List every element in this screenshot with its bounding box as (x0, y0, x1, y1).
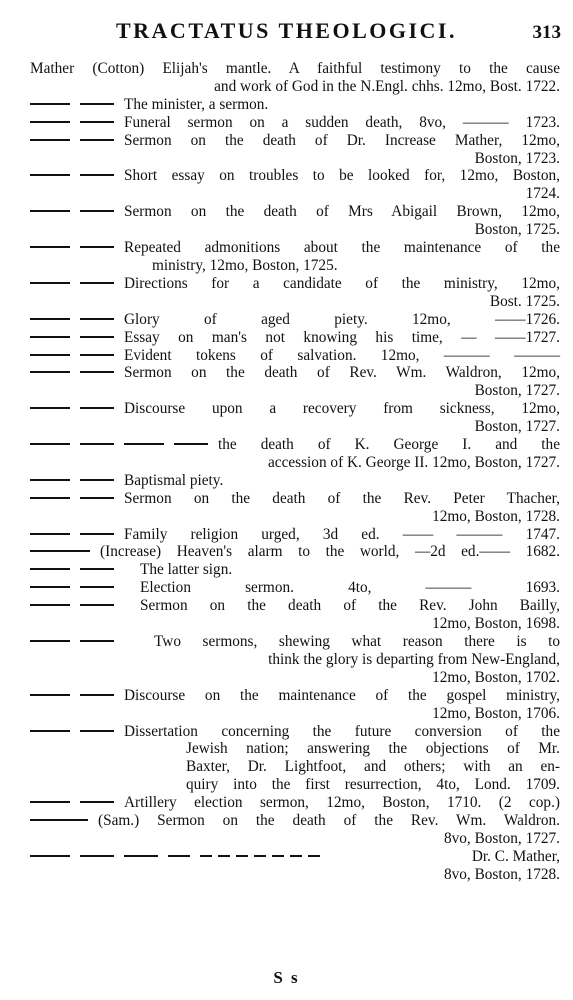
catalogue-entry (30, 203, 560, 239)
entry-line: 12mo, Boston, 1728. (432, 507, 560, 525)
catalogue-entry (30, 794, 560, 812)
entry-line: think the glory is departing from New-England, (268, 650, 560, 668)
ditto-dashes (30, 572, 124, 574)
entry-line: Funeral sermon on a sudden death, 8vo, ——— 1723. (124, 113, 560, 131)
ditto-dashes (30, 411, 124, 413)
ditto-dashes (30, 286, 124, 288)
entry-line: Boston, 1727. (474, 418, 560, 436)
entry-line: Sermon on the death of Mrs Abigail Brown, 12mo, (124, 203, 560, 221)
entry-line: Sermon on the death of Dr. Increase Mather, 12mo, (124, 131, 560, 149)
catalogue-entry (30, 114, 560, 132)
entry-line: Sermon on the death of Rev. Wm. Waldron, 12mo, (124, 364, 560, 382)
catalogue-entry (30, 329, 560, 347)
entry-line: 12mo, Boston, 1698. (432, 615, 560, 633)
page-title: TRACTATUS THEOLOGICI. (115, 18, 457, 43)
catalogue-entry (30, 848, 560, 884)
ditto-dashes (30, 125, 124, 127)
ditto-dashes (30, 537, 124, 539)
entry-line: 12mo, Boston, 1706. (432, 704, 560, 722)
catalogue-entry (30, 347, 560, 365)
catalogue-entry (30, 311, 560, 329)
entry-line: ministry, 12mo, Boston, 1725. (152, 256, 338, 274)
entry-line: Artillery election sermon, 12mo, Boston, 1710. (2 cop.) (124, 794, 560, 812)
catalogue-entry (30, 239, 560, 275)
running-header (0, 18, 573, 50)
entry-line: Short essay on troubles to be looked for, 12mo, Boston, (124, 167, 560, 185)
catalogue-entry (30, 436, 560, 472)
entry-line: Glory of aged piety. 12mo, ——1726. (124, 310, 560, 328)
catalogue-entry (30, 579, 560, 597)
catalogue-entry (30, 490, 560, 526)
entry-line: Dissertation concerning the future conversion of the (124, 722, 560, 740)
entry-line: Jewish nation; answering the objections of Mr. (186, 740, 560, 758)
entry-line: (Sam.) Sermon on the death of the Rev. Wm. Waldron. (98, 812, 560, 830)
ditto-dashes (30, 483, 124, 485)
catalogue-entry (30, 687, 560, 723)
entry-line: 1724. (525, 185, 560, 203)
entry-line: Repeated admonitions about the maintenance of the (124, 239, 560, 257)
catalogue-entry (30, 723, 560, 795)
entry-line: Sermon on the death of the Rev. Peter Thacher, (124, 489, 560, 507)
entry-line: (Increase) Heaven's alarm to the world, —2d ed.—— 1682. (100, 543, 560, 561)
ditto-dashes (30, 644, 124, 646)
entry-line: Election sermon. 4to, ——— 1693. (140, 579, 560, 597)
entry-line: Boston, 1723. (474, 149, 560, 167)
entry-line: The minister, a sermon. (124, 95, 269, 113)
ditto-dashes (30, 375, 124, 377)
catalogue-entry (30, 597, 560, 633)
entry-line: Sermon on the death of the Rev. John Bailly, (140, 597, 560, 615)
ditto-dashes (30, 501, 124, 503)
entry-line: 8vo, Boston, 1727. (443, 829, 560, 847)
entry-line: Evident tokens of salvation. 12mo, ——— ——— (124, 346, 560, 364)
catalogue-entry (30, 472, 560, 490)
catalogue-entry (30, 275, 560, 311)
ditto-dashes (30, 340, 124, 342)
ditto-dashes (30, 554, 100, 556)
entry-line: Discourse upon a recovery from sickness, 12mo, (124, 400, 560, 418)
signature-mark: S s (273, 968, 300, 987)
catalogue-entry (30, 561, 560, 579)
ditto-dashes (30, 143, 124, 145)
ditto-dashes (30, 178, 124, 180)
ditto-dashes (30, 322, 124, 324)
entry-line: The latter sign. (140, 561, 233, 579)
ditto-dashes (30, 358, 124, 360)
ditto-dashes (30, 250, 124, 252)
catalogue-entry (30, 812, 560, 848)
entry-line: Boston, 1725. (474, 221, 560, 239)
entry-line: Bost. 1725. (489, 292, 560, 310)
catalogue-entries (30, 60, 560, 884)
entry-line: Discourse on the maintenance of the gospel ministry, (124, 686, 560, 704)
ditto-dashes (30, 107, 124, 109)
entry-line: Dr. C. Mather, (471, 847, 560, 865)
entry-line: Baptismal piety. (124, 471, 224, 489)
ditto-dashes (30, 447, 218, 449)
entry-line: quiry into the first resurrection, 4to, Lond. 1709. (186, 776, 560, 794)
entry-line: Family religion urged, 3d ed. —— ——— 1747. (124, 525, 560, 543)
catalogue-entry (30, 364, 560, 400)
catalogue-entry (30, 132, 560, 168)
page-number: 313 (532, 22, 561, 43)
entry-line: 8vo, Boston, 1728. (443, 865, 560, 883)
catalogue-entry (30, 96, 560, 114)
entry-line: the death of K. George I. and the (218, 436, 560, 454)
catalogue-entry (30, 526, 560, 544)
entry-line: Essay on man's not knowing his time, — ——1727. (124, 328, 560, 346)
ditto-dashes (30, 214, 124, 216)
ditto-dashes (30, 608, 124, 610)
ditto-dashes (30, 859, 326, 861)
entry-line: Boston, 1727. (474, 382, 560, 400)
catalogue-entry (30, 60, 560, 96)
entry-line: Mather (Cotton) Elijah's mantle. A faithful testimony to the cause (30, 60, 560, 77)
entry-line: and work of God in the N.Engl. chhs. 12mo, Bost. 1722. (214, 77, 560, 95)
ditto-dashes (30, 823, 98, 825)
entry-line: 12mo, Boston, 1702. (432, 668, 560, 686)
catalogue-entry (30, 400, 560, 436)
catalogue-entry (30, 167, 560, 203)
ditto-dashes (30, 734, 124, 736)
entry-line: Two sermons, shewing what reason there is to (154, 633, 560, 650)
entry-line: Directions for a candidate of the ministry, 12mo, (124, 274, 560, 292)
entry-line: Baxter, Dr. Lightfoot, and others; with an en- (186, 758, 560, 776)
ditto-dashes (30, 698, 124, 700)
entry-line: accession of K. George II. 12mo, Boston, 1727. (267, 453, 560, 471)
catalogue-entry (30, 543, 560, 561)
ditto-dashes (30, 805, 124, 807)
ditto-dashes (30, 590, 124, 592)
catalogue-entry (30, 633, 560, 687)
